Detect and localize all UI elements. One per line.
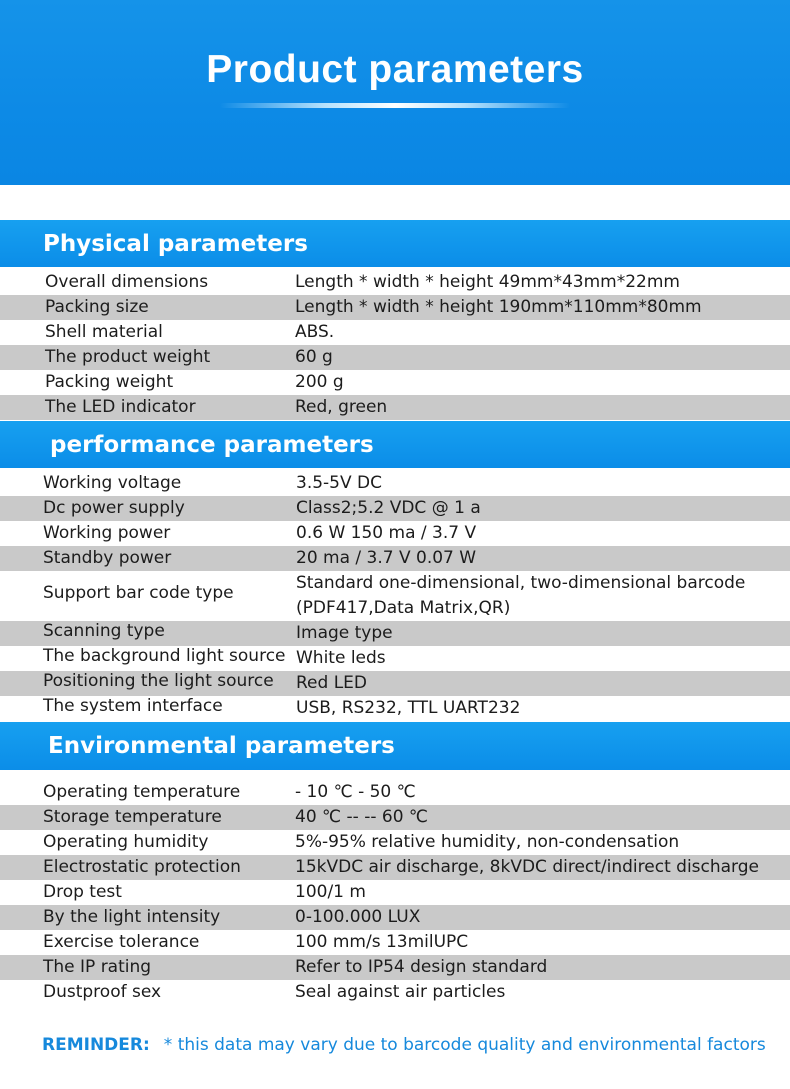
table-row xyxy=(0,696,790,721)
param-name: Dustproof sex xyxy=(43,982,162,1002)
param-value: 200 g xyxy=(295,372,344,392)
section-header-performance xyxy=(0,421,790,468)
param-name: The IP rating xyxy=(43,957,152,977)
param-name: The product weight xyxy=(45,347,211,367)
param-name: Operating humidity xyxy=(43,832,209,852)
param-name: By the light intensity xyxy=(43,907,221,927)
table-row xyxy=(0,320,790,345)
section-title: Physical parameters xyxy=(43,230,308,257)
param-value: 20 ma / 3.7 V 0.07 W xyxy=(296,548,477,568)
table-row xyxy=(0,855,790,880)
param-value: USB, RS232, TTL UART232 xyxy=(296,698,521,718)
param-value: Standard one-dimensional, two-dimensional barcode xyxy=(296,573,746,593)
table-row xyxy=(0,880,790,905)
param-name: Standby power xyxy=(43,548,172,568)
param-name: Working voltage xyxy=(43,473,182,493)
table-row xyxy=(0,496,790,521)
table-row xyxy=(0,930,790,955)
page-title: Product parameters xyxy=(206,48,584,91)
table-row xyxy=(0,270,790,295)
param-value: 40 ℃ -- -- 60 ℃ xyxy=(295,807,429,827)
table-row xyxy=(0,395,790,420)
table-row xyxy=(0,780,790,805)
title-underline xyxy=(220,103,570,108)
table-row xyxy=(0,905,790,930)
param-value: Red LED xyxy=(296,673,368,693)
section-title: Environmental parameters xyxy=(48,733,395,759)
param-value: - 10 ℃ - 50 ℃ xyxy=(295,782,416,802)
param-value: 100/1 m xyxy=(295,882,366,902)
param-value: Length * width * height 49mm*43mm*22mm xyxy=(295,272,680,292)
table-row xyxy=(0,521,790,546)
reminder-note xyxy=(42,1035,766,1055)
section-title: performance parameters xyxy=(50,431,374,458)
param-name: Packing weight xyxy=(45,372,174,392)
param-name: The background light source xyxy=(43,646,286,666)
performance-table xyxy=(0,471,790,721)
reminder-text: * this data may vary due to barcode quality and environmental factors xyxy=(163,1035,766,1055)
param-value: 0-100.000 LUX xyxy=(295,907,421,927)
param-name: Positioning the light source xyxy=(43,671,274,691)
param-value: 15kVDC air discharge, 8kVDC direct/indirect discharge xyxy=(295,857,759,877)
table-row xyxy=(0,546,790,571)
param-value: White leds xyxy=(296,648,386,668)
param-value: Image type xyxy=(296,623,393,643)
table-row xyxy=(0,671,790,696)
param-value-line2: (PDF417,Data Matrix,QR) xyxy=(296,598,511,618)
table-row xyxy=(0,980,790,1005)
param-name: Electrostatic protection xyxy=(43,857,241,877)
param-name: Scanning type xyxy=(43,621,165,641)
param-name: Working power xyxy=(43,523,171,543)
table-row xyxy=(0,471,790,496)
table-row xyxy=(0,571,790,621)
param-value: Red, green xyxy=(295,397,388,417)
param-value: 0.6 W 150 ma / 3.7 V xyxy=(296,523,477,543)
banner xyxy=(0,0,790,185)
table-row xyxy=(0,830,790,855)
param-value: Refer to IP54 design standard xyxy=(295,957,548,977)
param-value: ABS. xyxy=(295,322,335,342)
param-name: Overall dimensions xyxy=(45,272,209,292)
section-header-physical xyxy=(0,220,790,267)
param-name: Support bar code type xyxy=(43,583,234,603)
table-row xyxy=(0,955,790,980)
environmental-table xyxy=(0,780,790,1005)
param-value: 60 g xyxy=(295,347,333,367)
param-name: Operating temperature xyxy=(43,782,241,802)
param-value: Length * width * height 190mm*110mm*80mm xyxy=(295,297,702,317)
param-name: Storage temperature xyxy=(43,807,222,827)
param-name: The system interface xyxy=(43,696,223,716)
table-row xyxy=(0,646,790,671)
param-value: Seal against air particles xyxy=(295,982,506,1002)
reminder-label: REMINDER: xyxy=(42,1035,150,1055)
param-name: The LED indicator xyxy=(45,397,196,417)
param-name: Exercise tolerance xyxy=(43,932,200,952)
table-row xyxy=(0,295,790,320)
table-row xyxy=(0,621,790,646)
param-value: Class2;5.2 VDC @ 1 a xyxy=(296,498,481,518)
table-row xyxy=(0,345,790,370)
section-header-environmental xyxy=(0,722,790,770)
table-row xyxy=(0,370,790,395)
param-name: Dc power supply xyxy=(43,498,185,518)
param-name: Drop test xyxy=(43,882,122,902)
physical-table xyxy=(0,270,790,420)
param-name: Packing size xyxy=(45,297,149,317)
param-value: 5%-95% relative humidity, non-condensation xyxy=(295,832,680,852)
param-value: 3.5-5V DC xyxy=(296,473,382,493)
param-value: 100 mm/s 13milUPC xyxy=(295,932,469,952)
table-row xyxy=(0,805,790,830)
param-name: Shell material xyxy=(45,322,163,342)
